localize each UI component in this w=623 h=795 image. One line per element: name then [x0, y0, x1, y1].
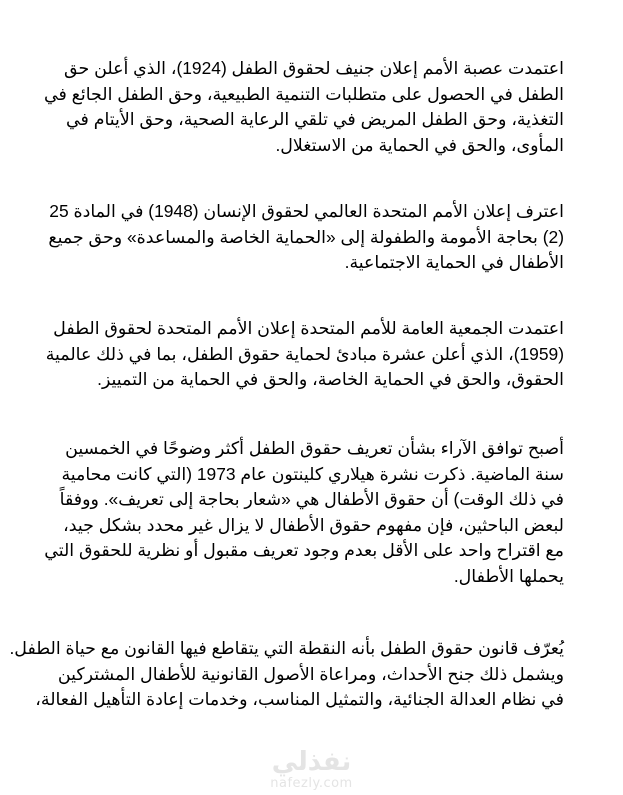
text-line: ويشمل ذلك جنح الأحداث، ومراعاة الأصول القانونية للأطفال المشتركين	[57, 663, 564, 684]
text-line: المأوى، والحق في الحماية من الاستغلال.	[275, 134, 564, 155]
paragraph-geneva-declaration-1924	[44, 56, 564, 158]
text-line: في ذلك الوقت) أن حقوق الأطفال هي «شعار بحاجة إلى تعريف». ووفقاً	[59, 489, 564, 510]
watermark-url: nafezly.com	[270, 776, 353, 791]
text-line: (2) بحاجة الأمومة والطفولة إلى «الحماية الخاصة والمساعدة» وحق جميع	[48, 226, 564, 247]
text-line: في نظام العدالة الجنائية، والتمثيل المناسب، وخدمات إعادة التأهيل الفعالة،	[35, 689, 564, 710]
text-line: الأطفال في الحماية الاجتماعية.	[344, 252, 564, 273]
text-line: الحقوق، والحق في الحماية الخاصة، والحق في الحماية من التمييز.	[97, 369, 564, 390]
text-line: لبعض الباحثين، فإن مفهوم حقوق الأطفال لا يزال غير محدد بشكل جيد،	[63, 514, 564, 535]
text-line: اعتمدت عصبة الأمم إعلان جنيف لحقوق الطفل (1924)، الذي أعلن حق	[64, 58, 564, 78]
text-line: يُعرّف قانون حقوق الطفل بأنه النقطة التي يتقاطع فيها القانون مع حياة الطفل.	[9, 638, 564, 658]
paragraph-child-rights-law	[9, 636, 564, 713]
text-line: الطفل في الحصول على متطلبات التنمية الطبيعية، وحق الطفل الجائع في	[44, 83, 564, 104]
text-line: مع اقتراح واحد على الأقل بعدم وجود تعريف مقبول أو نظرية للحقوق التي	[44, 540, 564, 561]
text-line: اعترف إعلان الأمم المتحدة العالمي لحقوق الإنسان (1948) في المادة 25	[49, 201, 564, 221]
paragraph-un-declaration-1959	[45, 316, 564, 393]
text-line: اعتمدت الجمعية العامة للأمم المتحدة إعلان الأمم المتحدة لحقوق الطفل	[53, 318, 564, 338]
watermark	[0, 748, 623, 792]
text-line: سنة الماضية. ذكرت نشرة هيلاري كلينتون عام 1973 (التي كانت محامية	[61, 463, 564, 484]
text-line: يحملها الأطفال.	[453, 565, 564, 586]
text-line: (1959)، الذي أعلن عشرة مبادئ لحماية حقوق الطفل، بما في ذلك عالمية	[45, 343, 564, 364]
text-line: أصبح توافق الآراء بشأن تعريف حقوق الطفل أكثر وضوحًا في الخمسين	[65, 438, 564, 458]
text-line: التغذية، وحق الطفل المريض في تلقي الرعاية الصحية، وحق الأيتام في	[66, 109, 564, 130]
paragraph-udhr-1948	[48, 199, 564, 276]
paragraph-definition-consensus	[44, 436, 564, 590]
watermark-logo-arabic: نفذلي	[271, 747, 352, 777]
